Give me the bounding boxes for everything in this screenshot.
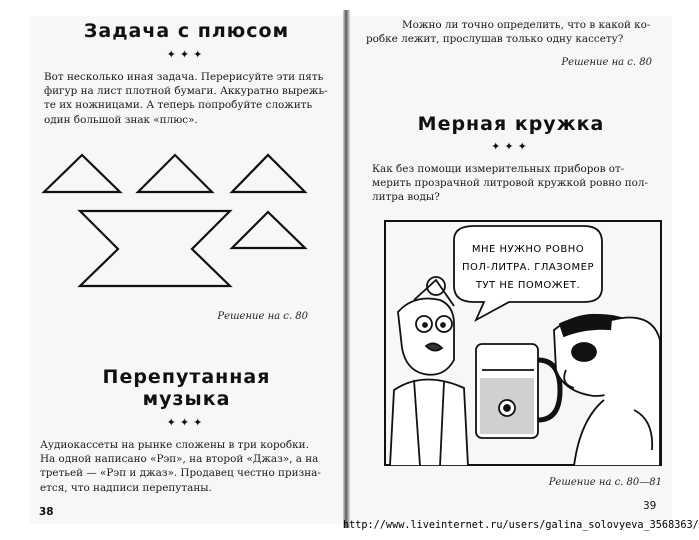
text-line: Аудиокассеты на рынке сложены в три коробки. [40, 439, 309, 451]
stars-divider: ✦✦✦ [166, 48, 207, 61]
source-url-link[interactable]: http://www.liveinternet.ru/users/galina_solovyeva_3568363/ [343, 520, 699, 531]
page-number-left: 38 [39, 506, 54, 518]
text-line: третьей — «Рэп и джаз». Продавец честно призна- [40, 467, 321, 480]
puzzle-shapes-figure [30, 145, 343, 295]
pirate-character [554, 315, 660, 466]
text-line: один большой знак «плюс». [44, 113, 198, 126]
triangle-shape [138, 155, 212, 192]
bubble-line: ПОЛ-ЛИТРА. ГЛАЗОМЕР [461, 262, 595, 273]
text-line: ется, что надписи перепутаны. [40, 481, 212, 494]
text-line: те их ножницами. А теперь попробуйте сложить [44, 99, 313, 112]
puzzle-text-plus [44, 70, 330, 127]
puzzle-text-music [40, 438, 332, 495]
triangle-shape [232, 212, 305, 248]
text-line: робке лежит, прослушав только одну кассету? [366, 33, 624, 46]
measuring-mug [476, 344, 560, 438]
answer-reference: Решение на с. 80 [561, 57, 652, 68]
answer-reference: Решение на с. 80—81 [548, 477, 662, 488]
text-line: Как без помощи измерительных приборов от- [372, 163, 625, 175]
puzzle-title-plus: Задача с плюсом [83, 20, 290, 42]
puzzle-title-music-line2: музыка [142, 388, 231, 410]
text-line: литра воды? [372, 191, 440, 204]
bubble-line: МНЕ НУЖНО РОВНО [471, 244, 585, 255]
doctor-character [390, 277, 468, 466]
text-line: Можно ли точно определить, что в какой ко- [402, 19, 651, 31]
text-line: На одной написано «Рэп», на второй «Джаз», а на [40, 453, 319, 466]
text-line: Вот несколько иная задача. Перерисуйте эти пять [44, 71, 324, 83]
puzzle-title-music-line1: Перепутанная [102, 366, 271, 388]
speech-bubble [454, 226, 602, 320]
stars-divider: ✦✦✦ [491, 140, 531, 153]
puzzle-title-mug: Мерная кружка [417, 113, 605, 135]
hourglass-shape [80, 211, 230, 286]
book-spine [343, 10, 350, 528]
cartoon-illustration [384, 220, 662, 466]
triangle-shape [232, 155, 305, 192]
triangle-shape [44, 155, 120, 192]
answer-reference: Решение на с. 80 [217, 311, 308, 322]
stars-divider: ✦✦✦ [166, 416, 207, 429]
text-line: фигур на лист плотной бумаги. Аккуратно вырежь- [44, 85, 328, 98]
puzzle-text-mug [372, 162, 656, 205]
page-number-right: 39 [643, 500, 657, 512]
continuation-text [366, 18, 662, 46]
text-line: мерить прозрачной литровой кружкой ровно пол- [372, 177, 648, 190]
bubble-line: ТУТ НЕ ПОМОЖЕТ. [475, 280, 581, 291]
